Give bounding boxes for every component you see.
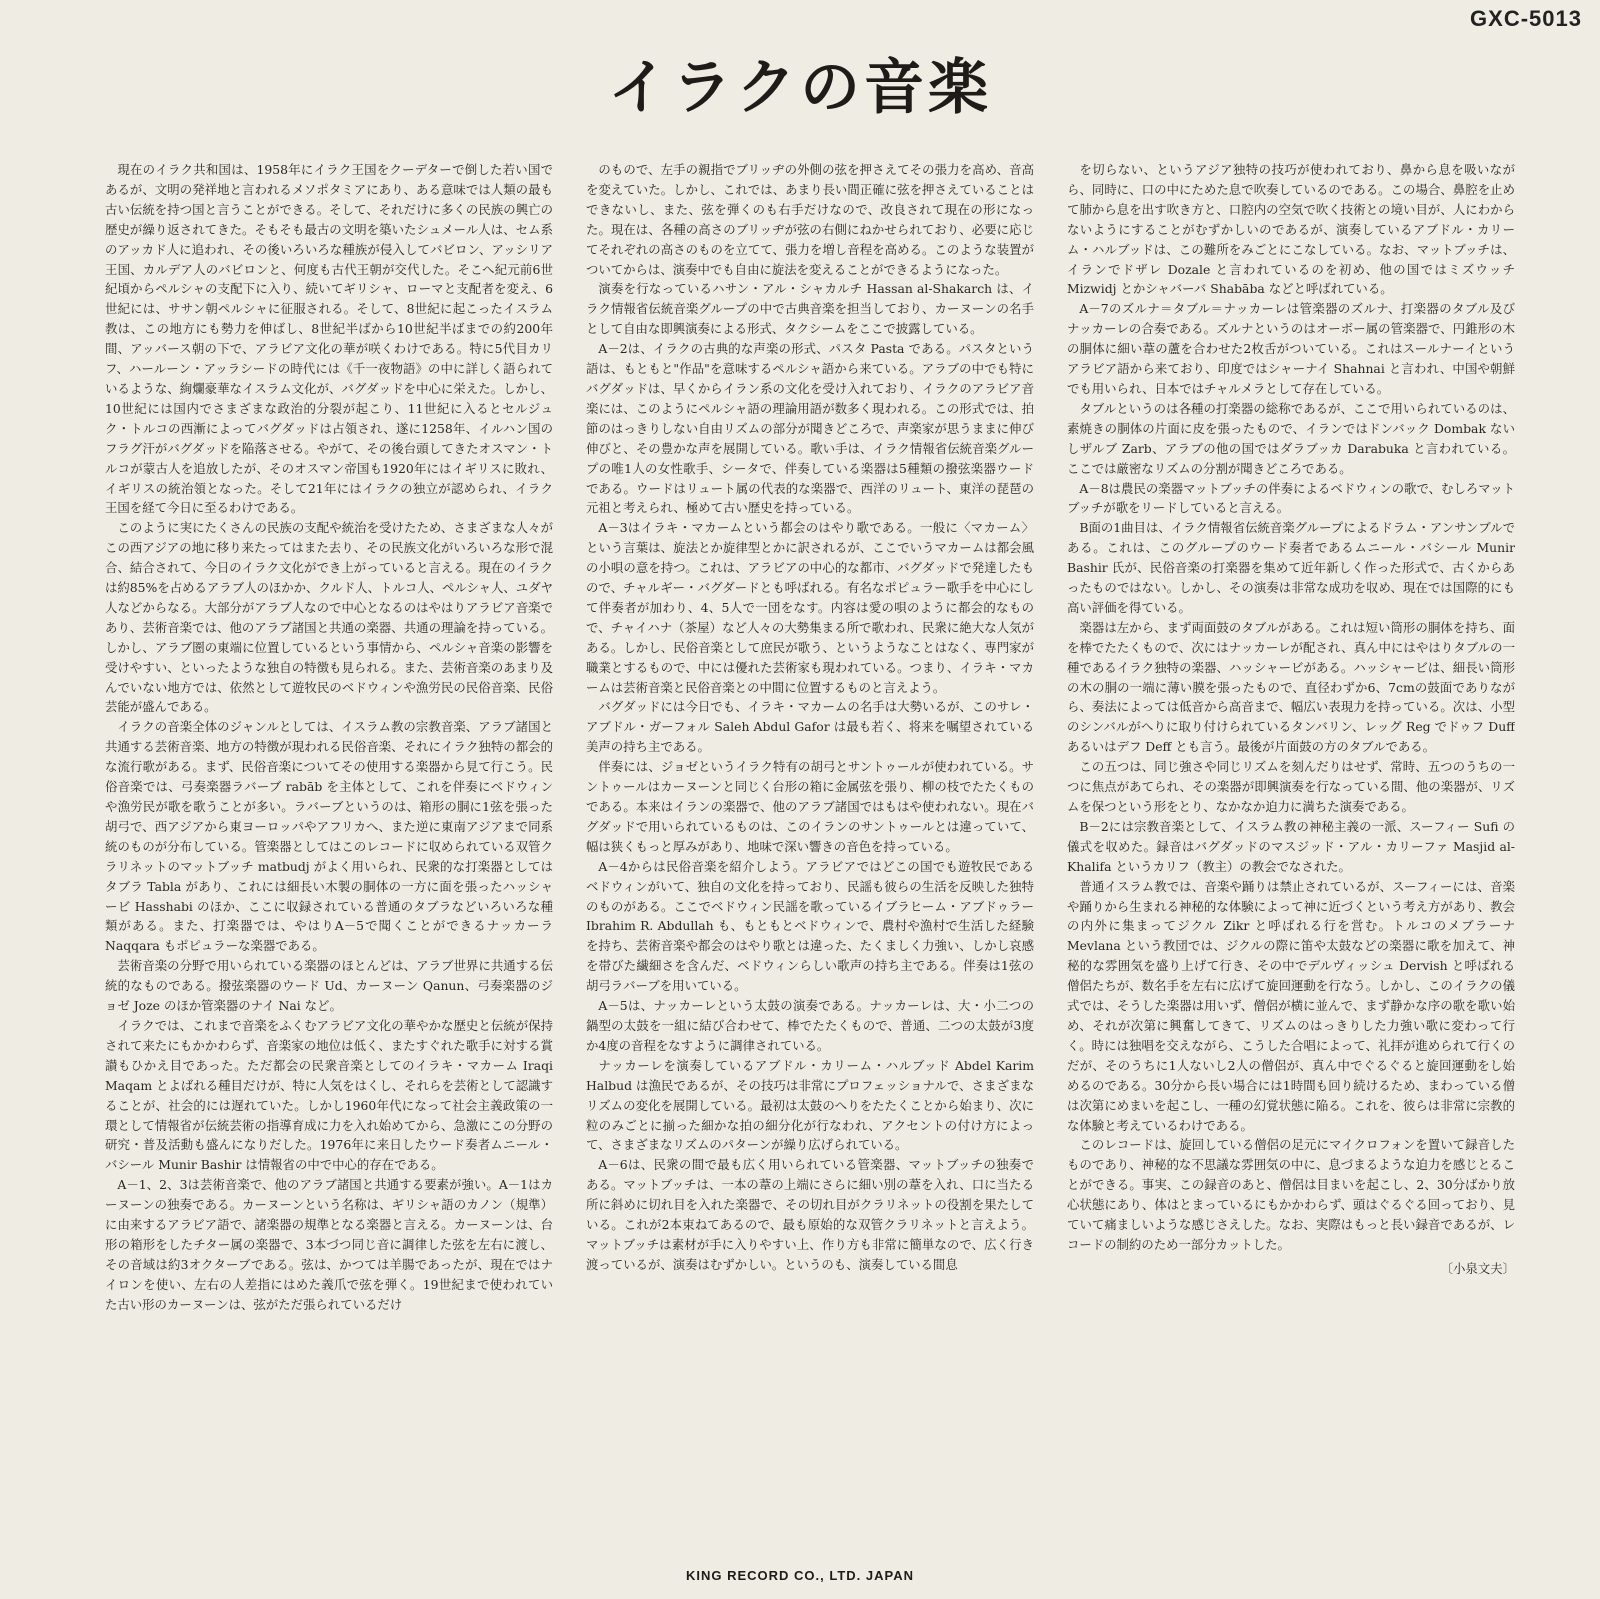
liner-notes-body	[105, 160, 1515, 1532]
text-column-3	[1067, 160, 1515, 1532]
paragraph: このレコードは、旋回している僧侶の足元にマイクロフォンを置いて録音したものであり、神秘的な不思議な雰囲気の中に、息づまるような迫力を感じとることができる。事実、この録音のあと、僧侶は目まいを起こし、2、30分ばかり放心状態にあり、体はとまっているにもかかわらず、頭はぐるぐる回っており、見ていて痛ましいような感じさえした。なお、実際はもっと長い録音であるが、レコードの制約のため一部分カットした。	[1067, 1137, 1515, 1252]
paragraph: イラクでは、これまで音楽をふくむアラビア文化の華やかな歴史と伝統が保持されて来たにもかかわらず、音楽家の地位は低く、またすぐれた歌手に対する賞讃もひかえ目であった。ただ都会の民衆音楽としてのイラキ・マカーム Iraqi Maqam とよばれる種目だけが、特に人気をはくし、それらを芸術として認識することが、社会的には遅れていた。しかし1960年代になって社会主義政策の一環として情報省が伝統芸術の指導育成に力を入れ始めてから、急激にこの分野の研究・普及活動も盛んになりだした。1976年に来日したウード奏者ムニール・バシール Munir Bashir は情報省の中で中心的存在である。	[105, 1017, 553, 1173]
catalog-number: GXC-5013	[1470, 6, 1582, 31]
paragraph: A－5は、ナッカーレという太鼓の演奏である。ナッカーレは、大・小二つの鍋型の太鼓を一組に結び合わせて、棒でたたくもので、普通、二つの太鼓が3度か4度の音程をなすように調律されている。	[586, 998, 1034, 1053]
label-footer: KING RECORD CO., LTD. JAPAN	[685, 1568, 915, 1583]
paragraph: タブルというのは各種の打楽器の総称であるが、ここで用いられているのは、素焼きの胴体の片面に皮を張ったもので、イランではドンバック Dombak ないしザルブ Zarb、アラブの他の国ではダラブッカ Darabuka と言われている。ここでは厳密なリズムの分割が聞きどころである。	[1067, 400, 1515, 476]
paragraph: A－7のズルナ＝タブル＝ナッカーレは管楽器のズルナ、打楽器のタブル及びナッカーレの合奏である。ズルナというのはオーボー属の管楽器で、円錐形の木の胴体に細い葦の蘆を合わせた2枚舌がついている。これはスールナーイというアラビア語から来ており、印度ではシャーナイ Shahnai と言われ、中国や朝鮮でも用いられ、日本ではチャルメラとして存在している。	[1067, 301, 1515, 396]
paragraph: このように実にたくさんの民族の支配や統治を受けたため、さまざまな人々がこの西アジアの地に移り来たってはまた去り、その民族文化がいろいろな形で混合、結合されて、今日のイラク文化ができ上がっていると言える。現在のイラクは約85%を占めるアラブ人のほかか、クルド人、トルコ人、ペルシャ人、ユダヤ人などからなる。大部分がアラブ人なので中心となるのはやはりアラビア音楽であり、芸術音楽では、他のアラブ諸国と共通の楽器、共通の理論を持っている。しかし、アラブ圏の東端に位置しているという事情から、ペルシャ音楽の影響を受けやすい、といったような独自の特徴も見られる。また、芸術音楽のあまり及んでいない地方では、依然として遊牧民のベドウィンや漁労民の民俗音楽、民俗芸能が盛んである。	[105, 520, 553, 715]
paragraph: A－3はイラキ・マカームという都会のはやり歌である。一般に〈マカーム〉という言葉は、旋法とか旋律型とかに訳されるが、ここでいうマカームは都会風の小唄の意を持つ。これは、アラビアの中心的な都市、バグダッドで発達したもので、チャルギー・バグダードとも呼ばれる。有名なポピュラー歌手を中心にして伴奏者が加わり、4、5人で一団をなす。内容は愛の唄のように都会的なもので、チャイハナ（茶屋）など人々の大勢集まる所で歌われ、民衆に絶大な人気がある。しかし、民俗音楽として庶民が歌う、というようなことはなく、専門家が職業とするもので、中には優れた芸術家も現われている。つまり、イラキ・マカームは芸術音楽と民俗音楽との中間に位置するものと言えよう。	[586, 520, 1034, 695]
paragraph: のもので、左手の親指でブリッヂの外側の弦を押さえてその張力を高め、音高を変えていた。しかし、これでは、あまり長い間正確に弦を押さえていることはできないし、また、弦を弾くのも右手だけなので、改良されて現在の形になった。現在は、各種の高さのブリッヂが弦の右側にねかせられており、必要に応じてそれぞれの高さのものを立てて、張力を増し音程を高める。このような装置がついてからは、演奏中でも自由に旋法を変えることができるようになった。	[586, 162, 1034, 277]
paragraph: 演奏を行なっているハサン・アル・シャカルチ Hassan al-Shakarch は、イラク情報省伝統音楽グループの中で古典音楽を担当しており、カーヌーンの名手として自由な即興演奏による形式、タクシームをここで披露している。	[586, 281, 1034, 337]
paragraph: 現在のイラク共和国は、1958年にイラク王国をクーデターで倒した若い国であるが、文明の発祥地と言われるメソポタミアにあり、ある意味では人類の最も古い伝統を持つ国と言うことができる。そして、それだけに多くの民族の興亡の歴史が繰り返されてきた。そもそも最古の文明を築いたシュメール人は、セム系のアッカド人に追われ、その後いろいろな種族が侵入してバビロン、アッシリア王国、カルデア人のバビロンと、何度も古代王朝が交代した。そこへ紀元前6世紀頃からペルシャの支配下に入り、続いてギリシャ、ローマと支配者を変え、6世紀には、ササン朝ペルシャに征服される。そして、8世紀に起こったイスラム教は、この地方にも勢力を伸ばし、8世紀半ばから10世紀半ばまでの約200年間、アッバース朝の下で、アラビア文化の華が咲くわけである。特に5代目カリフ、ハールーン・アッラシードの時代には《千一夜物語》の中に詳しく語られているような、絢爛豪華なイスラム文化が、バグダッドを中心に栄えた。しかし、10世紀には国内でさまざまな政治的分裂が起こり、11世紀に入るとセルジュク・トルコの西漸によってバグダッドは占領され、遂に1258年、イルハン国のフラグ汗がバグダッドを陥落させる。やがて、その後台頭してきたオスマン・トルコが蒙古人を追放したが、そのオスマン帝国も1920年にはイギリスに敗れ、イギリスの統治領となった。そして21年にはイラクの独立が認められ、イラク王国を経て今日に至るわけである。	[105, 162, 553, 516]
paragraph: 芸術音楽の分野で用いられている楽器のほとんどは、アラブ世界に共通する伝統的なものである。撥弦楽器のウード Ud、カーヌーン Qanun、弓奏楽器のジョゼ Joze のほか管楽器のナイ Nai など。	[105, 958, 553, 1014]
paragraph: を切らない、というアジア独特の技巧が使われており、鼻から息を吸いながら、同時に、口の中にためた息で吹奏しているのである。この場合、鼻腔を止めて肺から息を出す吹き方と、口腔内の空気で吹く技術との境い目が、人にわからないようにすることがむずかしいのであるが、演奏しているアブドル・カリーム・ハルブッドは、この難所をみごとにこなしている。なお、マットブッチは、イランでドザレ Dozale と言われているのを初め、他の国ではミズウッチ Mizwidj とかシャバーバ Shabāba などと呼ばれている。	[1067, 162, 1515, 297]
paragraph: この五つは、同じ強さや同じリズムを刻んだりはせず、常時、五つのうちの一つに焦点があてられ、その楽器が即興演奏を行なっている間、他の楽器が、リズムを保つという形をとり、なかなか迫力に満ちた演奏である。	[1067, 759, 1515, 814]
paragraph: 楽器は左から、まず両面鼓のタブルがある。これは短い筒形の胴体を持ち、面を棒でたたくもので、次にはナッカーレが配され、真ん中にはやはりタブルの一種であるイラク独特の楽器、ハッシャービがある。ハッシャービは、細長い筒形の木の胴の一端に薄い膜を張ったもので、直径わずか6、7cmの鼓面でありながら、奏法によっては低音から高音まで、幅広い表現力を持っている。次は、小型のシンバルがへりに取り付けられているタンバリン、レッグ Reg でドゥフ Duff あるいはデフ Deff とも言う。最後が片面鼓の方のタブルである。	[1067, 619, 1515, 755]
paragraph: 普通イスラム教では、音楽や踊りは禁止されているが、スーフィーには、音楽や踊りから生まれる神秘的な体験によって神に近づくという考え方があり、教会の内外に集まってジクル Zikr と呼ばれる行を営む。トルコのメブラーナ Mevlana という教団では、ジクルの際に笛や太鼓などの楽器に歌を加えて、神秘的な雰囲気を盛り上げて行き、その中でデルヴィッシュ Dervish と呼ばれる僧侶たちが、数名手を左右に広げて旋回運動を行なう。しかし、このイラクの儀式では、そうした楽器は用いず、僧侶が横に並んで、まず静かな序の歌を歌い始め、それが次第に興奮してきて、リズムのはっきりした力強い歌に変わって行く。時には独唱を交えながら、こうした合唱によって、礼拝が進められて行くのだが、そのうちに1人ないし2人の僧侶が、真ん中でぐるぐると旋回運動をし始めるのである。30分から長い場合には1時間も回り続けるため、まわっている僧は次第にめまいを起こし、一種の幻覚状態に陥る。これを、彼らは非常に宗教的な体験と考えているわけである。	[1067, 878, 1515, 1133]
page-title: イラクの音楽	[608, 53, 992, 123]
paragraph: 伴奏には、ジョゼというイラク特有の胡弓とサントゥールが使われている。サントゥールはカーヌーンと同じく台形の箱に金属弦を張り、柳の枝でたたくものである。本来はイランの楽器で、他のアラブ諸国ではもはや使われない。現在バグダッドで用いられているものは、このイランのサントゥールとは違っていて、幅は狭くもっと厚みがあり、地味で深い響きの音色を持っている。	[586, 759, 1034, 854]
paragraph: A－1、2、3は芸術音楽で、他のアラブ諸国と共通する要素が強い。A－1はカーヌーンの独奏である。カーヌーンという名称は、ギリシャ語のカノン（規準）に由来するアラビア語で、諸楽器の規準となる楽器と言える。カーヌーンは、台形の箱形をしたチター属の楽器で、3本づつ同じ音に調律した弦を左右に渡し、その音域は約3オクターブである。弦は、かつては羊腸であったが、現在ではナイロンを使い、左右の人差指にはめた義爪で弦を弾く。19世紀まで使われていた古い形のカーヌーンは、弦がただ張られているだけ	[105, 1177, 553, 1312]
text-column-2	[586, 160, 1034, 1532]
paragraph: イラクの音楽全体のジャンルとしては、イスラム教の宗教音楽、アラブ諸国と共通する芸術音楽、地方の特徴が現われる民俗音楽、それにイラク独特の都会的な流行歌がある。まず、民俗音楽についてその使用する楽器から見て行こう。民俗音楽では、弓奏楽器ラバーブ rabāb を主体として、これを伴奏にベドウィンや漁労民が歌を歌うことが多い。ラバーブというのは、箱形の胴に1弦を張った胡弓で、西アジアから東ヨーロッパやアフリカへ、また逆に東南アジアまで同系統のものが分布している。管楽器としてはこのレコードに収められている双管クラリネットのマットブッチ matbudj がよく用いられ、民衆的な打楽器としてはタブラ Tabla があり、これには細長い木製の胴体の一方に面を張ったハッシャービ Hasshabi のほか、ここに収録されている普通のタブラなどいろいろな種類がある。また、打楽器では、やはりA－5で聞くことができるナッカーラ Naqqara もポピュラーな楽器である。	[105, 719, 553, 954]
paragraph: ナッカーレを演奏しているアブドル・カリーム・ハルブッド Abdel Karim Halbud は漁民であるが、その技巧は非常にプロフェッショナルで、さまざまなリズムの変化を展開している。最初は太鼓のへりをたたくことから始まり、次に粒のみごとに揃った細かな拍の細分化が行なわれ、アクセントの付け方によって、さまざまなリズムのパターンが繰り広げられている。	[586, 1057, 1034, 1153]
paragraph: A－8は農民の楽器マットブッチの伴奏によるベドウィンの歌で、むしろマットブッチが歌をリードしていると言える。	[1067, 480, 1515, 516]
author-credit: 〔小泉文夫〕	[1440, 1260, 1515, 1276]
paragraph: B－2には宗教音楽として、イスラム教の神秘主義の一派、スーフィー Sufi の儀式を収めた。録音はバグダッドのマスジッド・アル・カリーファ Masjid al-Khalifa というカリフ（教主）の教会でなされた。	[1067, 818, 1515, 874]
paragraph: B面の1曲目は、イラク情報省伝統音楽グループによるドラム・アンサンブルである。これは、このグループのウード奏者であるムニール・バシール Munir Bashir 氏が、民俗音楽の打楽器を集めて近年新しく作った形式で、古くからあったものではない。しかし、その演奏は非常な成功を収め、現在では国際的にも高い評価を得ている。	[1067, 520, 1515, 615]
paragraph: バグダッドには今日でも、イラキ・マカームの名手は大勢いるが、このサレ・アブドル・ガーフォル Saleh Abdul Gafor は最も若く、将来を嘱望されている美声の持ち主である。	[586, 699, 1034, 755]
paragraph: A－4からは民俗音楽を紹介しよう。アラビアではどこの国でも遊牧民であるベドウィンがいて、独自の文化を持っており、民謡も彼らの生活を反映した独特のものがある。ここでベドウィン民謡を歌っているイブラヒーム・アブドゥラー Ibrahim R. Abdullah も、もともとベドウィンで、農村や漁村で生活した経験を持ち、芸術音楽や都会のはやり歌とは違った、たくましく力強い、しかし哀感を帯びた繊細さを含んだ、ベドウィンらしい歌声の持ち主である。伴奏は1弦の胡弓ラバーブを用いている。	[586, 858, 1034, 994]
paragraph: A－6は、民衆の間で最も広く用いられている管楽器、マットブッチの独奏である。マットブッチは、一本の葦の上端にさらに細い別の葦を入れ、口に当たる所に斜めに切れ目を入れた楽器で、その切れ目がクラリネットの役割を果たしている。これが2本束ねてあるので、最も原始的な双管クラリネットと言えよう。マットブッチは素材が手に入りやすい上、作り方も非常に簡単なので、広く行き渡っているが、演奏はむずかしい。というのも、演奏している間息	[586, 1157, 1034, 1272]
paragraph: A－2は、イラクの古典的な声楽の形式、パスタ Pasta である。パスタという語は、もともと"作品"を意味するペルシャ語から来ている。アラブの中でも特にバグダッドは、早くからイラン系の文化を受け入れており、イラクのアラビア音楽には、このようにペルシャ語の理論用語が数多く現われる。この形式では、拍節のはっきりしない自由リズムの部分が聞きどころで、声楽家が思うままに伸び伸びと、その豊かな声を展開している。歌い手は、イラク情報省伝統音楽グループの唯1人の女性歌手、シータで、伴奏している楽器は5種類の撥弦楽器ウードである。ウードはリュート属の代表的な楽器で、西洋のリュート、東洋の琵琶の元祖と考えられ、極めて古い歴史を持っている。	[586, 341, 1034, 516]
text-column-1	[105, 160, 553, 1532]
